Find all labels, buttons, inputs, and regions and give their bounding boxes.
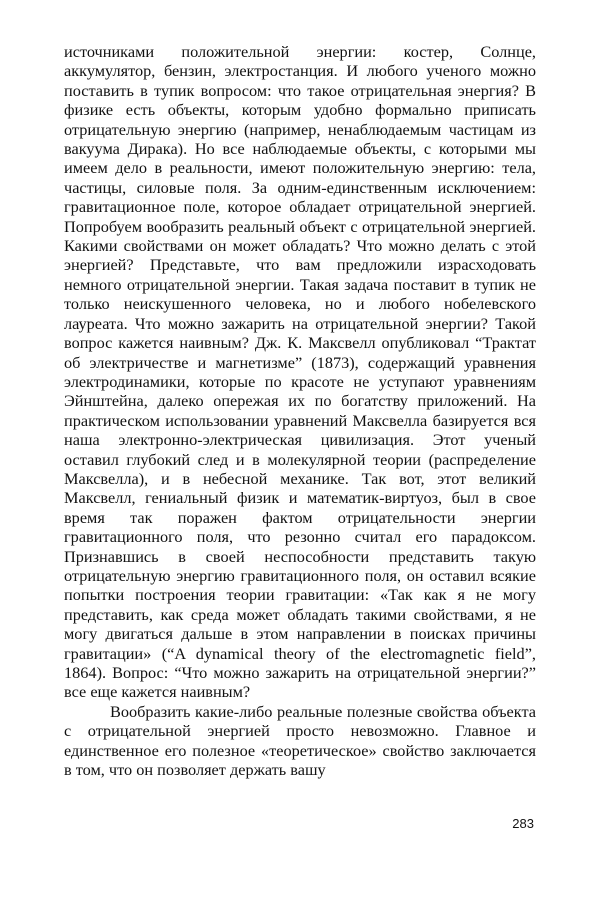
body-text	[64, 42, 536, 779]
paragraph-1: источниками положительной энергии: костер, Солнце, аккумулятор, бензин, электростанция. И любого ученого можно поставить в тупик вопросом: что такое отрицательная энергия? В физике есть объекты, которым удобно формально приписать отрицательную энергию (например, ненаблюдаемым частицам из вакуума Дирака). Но все наблюдаемые объекты, с которыми мы имеем дело в реальности, имеют положительную энергию: тела, частицы, силовые поля. За одним-единственным исключением: гравитационное поле, которое обладает отрицательной энергией. Попробуем вообразить реальный объект с отрицательной энергией. Какими свойствами он может обладать? Что можно делать с этой энергией? Представьте, что вам предложили израсходовать немного отрицательной энергии. Такая задача поставит в тупик не только неискушенного человека, но и любого нобелевского лауреата. Что можно зажарить на отрицательной энергии? Такой вопрос кажется наивным? Дж. К. Максвелл опубликовал “Трактат об электричестве и магнетизме” (1873), содержащий уравнения электродинамики, которые по красоте не уступают уравнениям Эйнштейна, далеко опережая их по богатству приложений. На практическом использовании уравнений Максвелла базируется вся наша электронно-электрическая цивилизация. Этот ученый оставил глубокий след и в молекулярной теории (распределение Максвелла), и в небесной механике. Так вот, этот великий Максвелл, гениальный физик и математик-виртуоз, был в свое время так поражен фактом отрицательности энергии гравитационного поля, что резонно считал его парадоксом. Признавшись в своей неспособности представить такую отрицательную энергию гравитационного поля, он оставил всякие попытки построения теории гравитации: «Так как я не могу представить, как среда может обладать такими свойствами, я не могу двигаться дальше в этом направлении в поисках причины гравитации» (“A dynamical theory of the electromagnetic field”, 1864). Вопрос: “Что можно зажарить на отрицательной энергии?” все еще кажется наивным?	[64, 42, 536, 702]
paragraph-2: Вообразить какие-либо реальные полезные свойства объекта с отрицательной энергией просто невозможно. Главное и единственное его полезное «теоретическое» свойство заключается в том, что он позволяет держать вашу	[64, 701, 536, 780]
page-number: 283	[512, 816, 534, 831]
